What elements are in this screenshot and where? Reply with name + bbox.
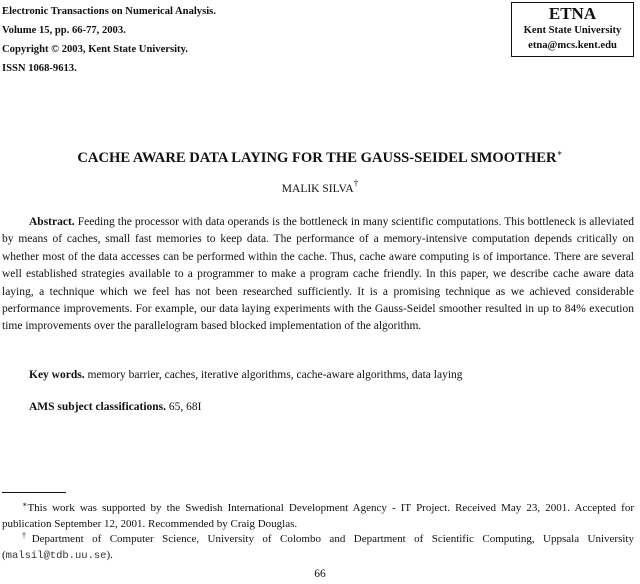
issn-line: ISSN 1068-9613.	[2, 63, 77, 74]
ams-text: 65, 68I	[168, 401, 202, 413]
etna-email: etna@mcs.kent.edu	[528, 40, 617, 51]
volume-info: Volume 15, pp. 66-77, 2003.	[2, 25, 126, 36]
title-footnote-mark: ∗	[556, 148, 563, 158]
author-email-link[interactable]: malsil@tdb.uu.se	[5, 549, 107, 562]
keywords-label: Key words.	[29, 369, 85, 381]
author-footnote-mark: †	[353, 178, 359, 188]
footnote-funding	[2, 497, 634, 532]
footnote-text-end: ).	[106, 548, 113, 561]
etna-university: Kent State University	[523, 25, 622, 36]
author-line	[0, 178, 640, 195]
article-title	[0, 148, 640, 167]
journal-name: Electronic Transactions on Numerical Analysis.	[2, 6, 216, 17]
abstract-label: Abstract.	[29, 216, 75, 228]
etna-title: ETNA	[548, 4, 597, 23]
keywords	[29, 369, 463, 381]
footnote-mark: †	[22, 531, 32, 540]
footnote-rule	[2, 492, 66, 493]
footnote-mark: ∗	[22, 500, 28, 509]
ams-label: AMS subject classifications.	[29, 401, 167, 413]
page-number: 66	[314, 568, 326, 580]
article-title-text: CACHE AWARE DATA LAYING FOR THE GAUSS-SEIDEL SMOOTHER	[77, 150, 557, 166]
keywords-text: memory barrier, caches, iterative algorithms, cache-aware algorithms, data laying	[87, 369, 463, 381]
author-name: MALIK SILVA	[281, 183, 354, 195]
journal-header	[2, 2, 216, 78]
abstract	[2, 214, 634, 336]
ams-classifications	[29, 401, 202, 413]
footnote-affiliation	[2, 528, 634, 564]
abstract-text: Feeding the processor with data operands is the bottleneck in many scientific computations. This bottleneck is alleviated by means of caches, small fast memories to keep data. The performance of a memory-intensive computation depends critically on whether most of the data accesses can be performed within the cache. Thus, cache aware computing is of importance. There are several well established strategies available to a programmer to make a program cache friendly. In this paper, we describe cache aware data laying, a technique which we feel has not been researched sufficiently. It is a promising technique as we achieved considerable performance improvements. For example, our data laying experiments with the Gauss-Seidel smoother resulted in up to 84% execution time improvements over the parallelogram based blocked implementation of the algorithm.	[2, 216, 634, 333]
footnote-text: Department of Computer Science, University of Colombo and Department of Scientific Computing, Uppsala University (	[2, 533, 634, 561]
footnote-text: This work was supported by the Swedish International Development Agency - IT Project. Received May 23, 2001. Accepted for publication September 12, 2001. Recommended by Craig Douglas.	[2, 502, 634, 530]
etna-box	[511, 2, 634, 57]
copyright-line: Copyright © 2003, Kent State University.	[2, 44, 188, 55]
